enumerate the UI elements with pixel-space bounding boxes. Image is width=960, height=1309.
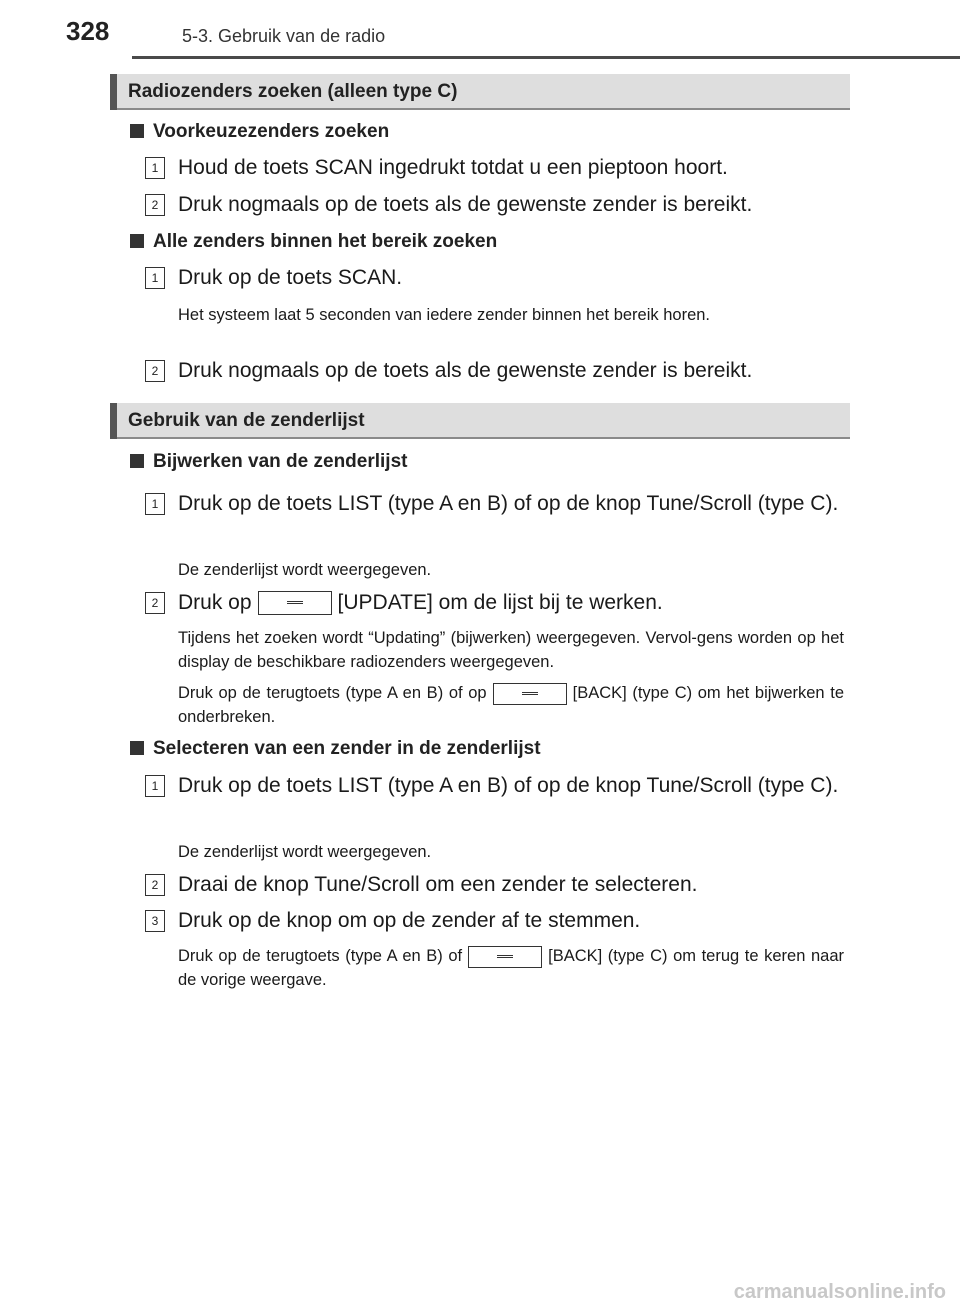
note-text: De zenderlijst wordt weergegeven. (178, 843, 432, 861)
subheading-update-list: Bijwerken van de zenderlijst (130, 451, 407, 473)
step-text: Druk op de knop om op de zender af te stemmen. (178, 909, 641, 932)
note-text: Druk op de terugtoets (type A en B) of op [BACK] (type C) om het bijwerken te onderbreken. (178, 684, 845, 726)
note-text: Tijdens het zoeken wordt “Updating” (bijwerken) weergegeven. Vervol-gens worden op het display de beschikbare radiozenders weergegeven. (178, 629, 844, 671)
step-text: Druk nogmaals op de toets als de gewenste zender is bereikt. (178, 193, 753, 216)
note-text: Druk op de terugtoets (type A en B) of [BACK] (type C) om terug te keren naar de vorige weergave. (178, 947, 845, 989)
step-number: 2 (145, 360, 165, 382)
button-icon (287, 601, 303, 604)
update-screen-button (258, 591, 332, 615)
subheading-select-station: Selecteren van een zender in de zenderlijst (130, 738, 541, 760)
page-number: 328 (66, 16, 110, 46)
back-screen-button (468, 946, 542, 968)
section-bar (110, 403, 117, 439)
section-header-station-list (110, 403, 850, 439)
step-number: 1 (145, 493, 165, 515)
square-bullet-icon (130, 454, 144, 468)
square-bullet-icon (130, 234, 144, 248)
section-header-radio-search (110, 74, 850, 110)
subheading-all-search: Alle zenders binnen het bereik zoeken (130, 231, 497, 253)
chapter-label: 5-3. Gebruik van de radio (182, 26, 386, 46)
step-number: 3 (145, 910, 165, 932)
step-number: 1 (145, 775, 165, 797)
step-text: Druk op de toets LIST (type A en B) of op de knop Tune/Scroll (type C). (178, 492, 839, 515)
step-text: Houd de toets SCAN ingedrukt totdat u een pieptoon hoort. (178, 156, 728, 179)
button-icon (497, 955, 513, 958)
button-icon (522, 692, 538, 695)
step-text: Druk op de toets LIST (type A en B) of op de knop Tune/Scroll (type C). (178, 774, 839, 797)
section-bar (110, 74, 117, 110)
header-rule (132, 56, 960, 59)
back-screen-button (493, 683, 567, 705)
square-bullet-icon (130, 124, 144, 138)
step-number: 2 (145, 874, 165, 896)
step-text: Druk nogmaals op de toets als de gewenste zender is bereikt. (178, 359, 753, 382)
watermark: carmanualsonline.info (733, 1281, 946, 1303)
step-text: Draai de knop Tune/Scroll om een zender te selecteren. (178, 873, 698, 896)
step-text: Druk op de toets SCAN. (178, 266, 403, 289)
step-number: 2 (145, 592, 165, 614)
square-bullet-icon (130, 741, 144, 755)
section-title: Gebruik van de zenderlijst (128, 410, 365, 431)
step-number: 2 (145, 194, 165, 216)
step-number: 1 (145, 157, 165, 179)
step-number: 1 (145, 267, 165, 289)
note-text: De zenderlijst wordt weergegeven. (178, 561, 432, 579)
subheading-preset-search: Voorkeuzezenders zoeken (130, 121, 389, 143)
step-text: Druk op [UPDATE] om de lijst bij te werken. (178, 591, 663, 614)
note-text: Het systeem laat 5 seconden van iedere zender binnen het bereik horen. (178, 306, 711, 324)
section-title: Radiozenders zoeken (alleen type C) (128, 81, 458, 102)
